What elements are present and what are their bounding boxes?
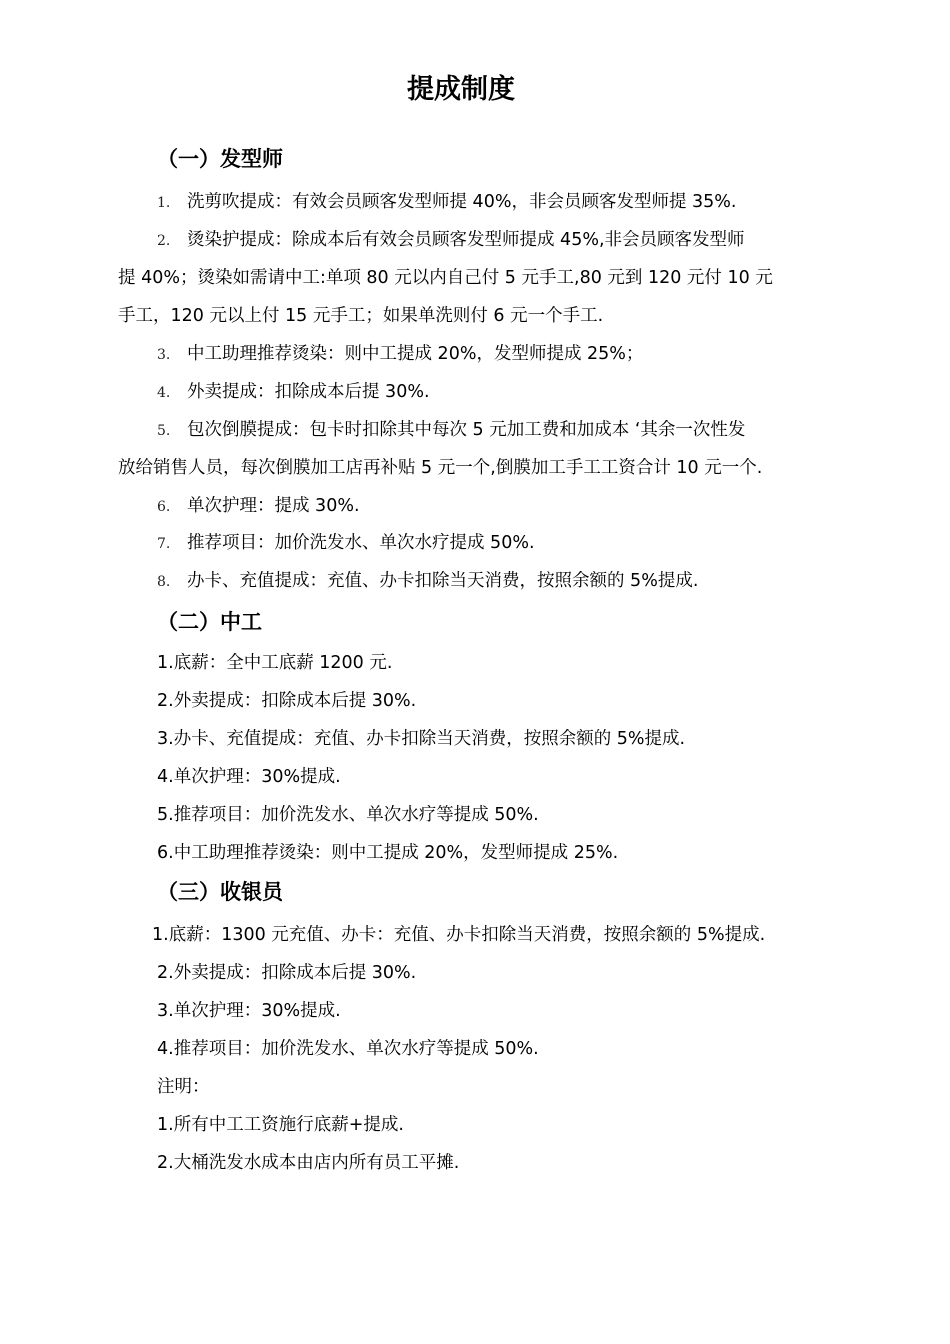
list-item: [157, 530, 535, 557]
section-heading-assistant: （二）中工: [157, 610, 262, 634]
list-item: 3.办卡、充值提成：充值、办卡扣除当天消费，按照余额的 5%提成.: [157, 729, 686, 749]
list-item: 2.外卖提成：扣除成本后提 30%.: [157, 691, 417, 711]
list-item-text: 中工助理推荐烫染：则中工提成 20%，发型师提成 25%；: [187, 344, 644, 364]
list-number: 1.: [157, 195, 171, 211]
list-item: 4.单次护理：30%提成.: [157, 767, 341, 787]
list-item-text: 洗剪吹提成：有效会员顾客发型师提 40%，非会员顾客发型师提 35%.: [187, 192, 737, 212]
list-number: 3.: [157, 347, 171, 363]
list-number: 7.: [157, 536, 171, 552]
list-number: 4.: [157, 385, 171, 401]
list-item-continuation: 放给销售人员，每次倒膜加工店再补贴 5 元一个,倒膜加工手工工资合计 10 元一个.: [118, 458, 763, 478]
list-item: [157, 568, 698, 595]
list-item-text: 办卡、充值提成：充值、办卡扣除当天消费，按照余额的 5%提成.: [187, 571, 699, 591]
list-item: [157, 417, 745, 444]
list-item-continuation: 手工，120 元以上付 15 元手工；如果单洗则付 6 元一个手工.: [118, 306, 604, 326]
list-item: 3.单次护理：30%提成.: [157, 1001, 341, 1021]
list-item: 6.中工助理推荐烫染：则中工提成 20%，发型师提成 25%.: [157, 843, 619, 863]
notes-label: 注明：: [157, 1077, 210, 1097]
section-heading-stylist: （一）发型师: [157, 147, 283, 171]
list-item-text: 烫染护提成：除成本后有效会员顾客发型师提成 45%,非会员顾客发型师: [187, 230, 745, 250]
list-item: [157, 227, 745, 254]
note-item: 2.大桶洗发水成本由店内所有员工平摊.: [157, 1153, 460, 1173]
list-item: 2.外卖提成：扣除成本后提 30%.: [157, 963, 417, 983]
list-item-continuation: 提 40%；烫染如需请中工:单项 80 元以内自己付 5 元手工,80 元到 120 元付 10 元: [118, 268, 773, 288]
list-item-text: 外卖提成：扣除成本后提 30%.: [187, 382, 430, 402]
list-number: 2.: [157, 233, 171, 249]
list-number: 5.: [157, 423, 171, 439]
list-item: 5.推荐项目：加价洗发水、单次水疗等提成 50%.: [157, 805, 539, 825]
list-number: 8.: [157, 574, 171, 590]
list-item: [157, 189, 736, 216]
list-item: 1.底薪：全中工底薪 1200 元.: [157, 653, 393, 673]
list-item: [157, 493, 360, 520]
list-number: 6.: [157, 499, 171, 515]
page-title: 提成制度: [407, 74, 515, 105]
list-item: [157, 379, 430, 406]
list-item: 4.推荐项目：加价洗发水、单次水疗等提成 50%.: [157, 1039, 539, 1059]
list-item: [157, 341, 643, 368]
list-item: 1.底薪：1300 元充值、办卡：充值、办卡扣除当天消费，按照余额的 5%提成.: [152, 925, 766, 945]
note-item: 1.所有中工工资施行底薪+提成.: [157, 1115, 404, 1135]
section-heading-cashier: （三）收银员: [157, 880, 283, 904]
list-item-text: 单次护理：提成 30%.: [187, 496, 360, 516]
list-item-text: 包次倒膜提成：包卡时扣除其中每次 5 元加工费和加成本 ‘其余一次性发: [187, 420, 746, 440]
list-item-text: 推荐项目：加价洗发水、单次水疗提成 50%.: [187, 533, 535, 553]
